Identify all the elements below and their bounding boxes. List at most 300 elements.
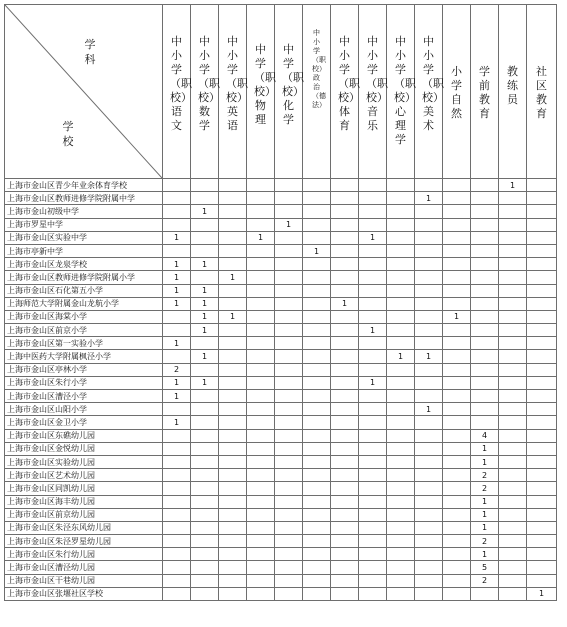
count-cell xyxy=(527,574,557,587)
count-cell xyxy=(219,244,247,257)
count-cell xyxy=(387,218,415,231)
count-cell xyxy=(527,521,557,534)
count-cell xyxy=(359,297,387,310)
table-row xyxy=(5,442,557,455)
count-cell xyxy=(359,337,387,350)
count-cell xyxy=(275,258,303,271)
count-cell xyxy=(247,574,275,587)
count-cell xyxy=(527,376,557,389)
count-cell: 1 xyxy=(163,297,191,310)
count-cell xyxy=(527,179,557,192)
count-cell: 1 xyxy=(163,284,191,297)
count-cell xyxy=(527,297,557,310)
count-cell xyxy=(499,284,527,297)
count-cell xyxy=(359,284,387,297)
table-row xyxy=(5,587,557,600)
count-cell xyxy=(359,416,387,429)
count-cell xyxy=(471,310,499,323)
count-cell xyxy=(275,324,303,337)
count-cell: 2 xyxy=(471,469,499,482)
count-cell xyxy=(527,442,557,455)
count-cell xyxy=(471,403,499,416)
count-cell xyxy=(415,495,443,508)
count-cell xyxy=(247,390,275,403)
count-cell xyxy=(247,310,275,323)
table-row xyxy=(5,416,557,429)
count-cell xyxy=(443,403,471,416)
count-cell xyxy=(387,455,415,468)
count-cell xyxy=(387,548,415,561)
count-cell xyxy=(443,482,471,495)
count-cell xyxy=(247,495,275,508)
count-cell xyxy=(331,192,359,205)
column-header-1 xyxy=(191,5,219,179)
count-cell xyxy=(471,231,499,244)
table-row xyxy=(5,310,557,323)
count-cell xyxy=(303,310,331,323)
count-cell xyxy=(303,179,331,192)
count-cell xyxy=(163,495,191,508)
count-cell xyxy=(415,179,443,192)
table-row xyxy=(5,231,557,244)
count-cell xyxy=(471,324,499,337)
count-cell xyxy=(275,442,303,455)
count-cell xyxy=(443,244,471,257)
count-cell xyxy=(275,284,303,297)
count-cell xyxy=(163,179,191,192)
table-row xyxy=(5,521,557,534)
count-cell: 1 xyxy=(303,244,331,257)
count-cell xyxy=(191,455,219,468)
count-cell xyxy=(247,324,275,337)
staff-allocation-table xyxy=(4,4,557,601)
count-cell xyxy=(219,258,247,271)
count-cell: 1 xyxy=(163,390,191,403)
count-cell xyxy=(247,442,275,455)
count-cell xyxy=(527,548,557,561)
count-cell xyxy=(247,561,275,574)
count-cell xyxy=(527,337,557,350)
count-cell xyxy=(527,403,557,416)
count-cell xyxy=(163,455,191,468)
count-cell xyxy=(387,469,415,482)
count-cell xyxy=(247,297,275,310)
count-cell xyxy=(387,205,415,218)
count-cell xyxy=(499,376,527,389)
count-cell xyxy=(163,587,191,600)
count-cell xyxy=(163,192,191,205)
count-cell xyxy=(163,469,191,482)
count-cell xyxy=(387,482,415,495)
count-cell xyxy=(331,205,359,218)
count-cell xyxy=(359,403,387,416)
count-cell xyxy=(247,521,275,534)
count-cell xyxy=(359,390,387,403)
table-row xyxy=(5,535,557,548)
count-cell xyxy=(191,508,219,521)
count-cell xyxy=(359,508,387,521)
count-cell xyxy=(275,179,303,192)
school-name-cell: 上海市金山区朱泾东风幼儿园 xyxy=(5,521,163,534)
count-cell xyxy=(275,192,303,205)
count-cell xyxy=(387,179,415,192)
count-cell xyxy=(219,535,247,548)
count-cell xyxy=(415,205,443,218)
count-cell xyxy=(471,179,499,192)
count-cell xyxy=(163,535,191,548)
count-cell xyxy=(331,429,359,442)
count-cell xyxy=(499,337,527,350)
count-cell xyxy=(331,284,359,297)
table-row xyxy=(5,469,557,482)
count-cell xyxy=(415,442,443,455)
count-cell xyxy=(163,548,191,561)
count-cell xyxy=(331,455,359,468)
count-cell xyxy=(331,508,359,521)
school-name-cell: 上海市金山区金卫小学 xyxy=(5,416,163,429)
count-cell xyxy=(443,521,471,534)
count-cell xyxy=(359,587,387,600)
count-cell xyxy=(443,363,471,376)
count-cell xyxy=(275,508,303,521)
count-cell xyxy=(191,442,219,455)
count-cell xyxy=(527,429,557,442)
count-cell xyxy=(359,482,387,495)
count-cell xyxy=(471,376,499,389)
count-cell xyxy=(247,535,275,548)
count-cell xyxy=(331,535,359,548)
count-cell xyxy=(303,508,331,521)
count-cell xyxy=(303,192,331,205)
count-cell xyxy=(359,429,387,442)
count-cell xyxy=(191,244,219,257)
count-cell: 1 xyxy=(163,271,191,284)
count-cell xyxy=(387,561,415,574)
count-cell: 1 xyxy=(499,179,527,192)
count-cell xyxy=(219,508,247,521)
count-cell xyxy=(443,205,471,218)
count-cell xyxy=(331,363,359,376)
column-header-label: 中学（职校）化学 xyxy=(282,43,304,126)
count-cell xyxy=(387,495,415,508)
count-cell: 1 xyxy=(219,310,247,323)
count-cell xyxy=(359,535,387,548)
school-name-cell: 上海市金山区龙泉学校 xyxy=(5,258,163,271)
count-cell xyxy=(191,482,219,495)
column-header-label: 教练员 xyxy=(507,65,518,106)
count-cell: 1 xyxy=(471,548,499,561)
count-cell xyxy=(275,337,303,350)
column-header-label: 中小学（职校）心理学 xyxy=(394,35,416,146)
count-cell xyxy=(415,244,443,257)
count-cell xyxy=(331,271,359,284)
count-cell xyxy=(219,231,247,244)
school-name-cell: 上海市金山区教师进修学院附属小学 xyxy=(5,271,163,284)
school-name-cell: 上海市亭新中学 xyxy=(5,244,163,257)
count-cell xyxy=(247,403,275,416)
count-cell xyxy=(471,244,499,257)
table-row xyxy=(5,390,557,403)
count-cell xyxy=(527,350,557,363)
count-cell xyxy=(499,310,527,323)
count-cell: 1 xyxy=(415,403,443,416)
count-cell xyxy=(415,535,443,548)
count-cell xyxy=(191,548,219,561)
count-cell xyxy=(527,258,557,271)
table-row xyxy=(5,482,557,495)
count-cell xyxy=(303,218,331,231)
count-cell xyxy=(247,179,275,192)
school-name-cell: 上海市金山区干巷幼儿园 xyxy=(5,574,163,587)
count-cell: 1 xyxy=(163,337,191,350)
count-cell xyxy=(471,271,499,284)
count-cell xyxy=(499,192,527,205)
count-cell: 1 xyxy=(191,284,219,297)
count-cell xyxy=(499,548,527,561)
count-cell: 1 xyxy=(163,376,191,389)
header-row xyxy=(5,5,557,179)
count-cell xyxy=(443,469,471,482)
count-cell xyxy=(247,429,275,442)
count-cell xyxy=(527,324,557,337)
count-cell xyxy=(275,376,303,389)
count-cell xyxy=(275,495,303,508)
count-cell xyxy=(275,469,303,482)
count-cell xyxy=(499,363,527,376)
school-name-cell: 上海市金山区山阳小学 xyxy=(5,403,163,416)
count-cell xyxy=(359,574,387,587)
count-cell xyxy=(443,231,471,244)
school-name-cell: 上海市金山区东礁幼儿园 xyxy=(5,429,163,442)
count-cell xyxy=(499,390,527,403)
count-cell: 1 xyxy=(163,416,191,429)
count-cell xyxy=(303,561,331,574)
count-cell xyxy=(275,403,303,416)
column-header-13 xyxy=(527,5,557,179)
count-cell xyxy=(247,587,275,600)
count-cell xyxy=(191,429,219,442)
column-header-label: 中小学（职校）数学 xyxy=(198,35,220,132)
count-cell xyxy=(275,561,303,574)
count-cell xyxy=(527,535,557,548)
count-cell xyxy=(359,495,387,508)
count-cell xyxy=(415,218,443,231)
count-cell xyxy=(499,469,527,482)
count-cell xyxy=(443,324,471,337)
count-cell: 1 xyxy=(191,205,219,218)
count-cell xyxy=(303,403,331,416)
count-cell xyxy=(387,535,415,548)
count-cell xyxy=(247,455,275,468)
count-cell xyxy=(499,403,527,416)
count-cell xyxy=(527,363,557,376)
school-axis-label: 学校 xyxy=(62,120,74,148)
count-cell xyxy=(275,548,303,561)
school-name-cell: 上海市金山区石化第五小学 xyxy=(5,284,163,297)
count-cell xyxy=(331,310,359,323)
count-cell xyxy=(247,205,275,218)
count-cell xyxy=(331,561,359,574)
count-cell xyxy=(191,416,219,429)
count-cell xyxy=(219,429,247,442)
count-cell xyxy=(527,205,557,218)
column-header-9 xyxy=(415,5,443,179)
count-cell xyxy=(499,587,527,600)
column-header-8 xyxy=(387,5,415,179)
school-name-cell: 上海市金山区朱行幼儿园 xyxy=(5,548,163,561)
count-cell xyxy=(415,310,443,323)
count-cell xyxy=(219,337,247,350)
count-cell xyxy=(443,350,471,363)
count-cell: 1 xyxy=(191,258,219,271)
count-cell: 1 xyxy=(359,376,387,389)
count-cell xyxy=(163,561,191,574)
count-cell xyxy=(443,416,471,429)
count-cell xyxy=(191,192,219,205)
count-cell xyxy=(359,258,387,271)
count-cell xyxy=(471,297,499,310)
count-cell xyxy=(219,469,247,482)
count-cell xyxy=(499,297,527,310)
count-cell xyxy=(163,521,191,534)
count-cell xyxy=(359,244,387,257)
count-cell xyxy=(387,284,415,297)
table-row xyxy=(5,244,557,257)
corner-cell xyxy=(5,5,163,179)
count-cell xyxy=(499,429,527,442)
count-cell xyxy=(303,297,331,310)
count-cell xyxy=(443,179,471,192)
count-cell xyxy=(163,218,191,231)
count-cell xyxy=(471,218,499,231)
count-cell: 5 xyxy=(471,561,499,574)
count-cell xyxy=(247,350,275,363)
school-name-cell: 上海市金山初级中学 xyxy=(5,205,163,218)
column-header-label: 中小学（职校）语文 xyxy=(170,35,192,132)
table-row xyxy=(5,284,557,297)
count-cell xyxy=(191,271,219,284)
count-cell xyxy=(359,205,387,218)
count-cell xyxy=(443,297,471,310)
school-name-cell: 上海市金山区张堰社区学校 xyxy=(5,587,163,600)
count-cell: 1 xyxy=(387,350,415,363)
column-header-10 xyxy=(443,5,471,179)
count-cell xyxy=(331,482,359,495)
count-cell xyxy=(331,350,359,363)
count-cell xyxy=(499,508,527,521)
count-cell xyxy=(275,521,303,534)
count-cell: 1 xyxy=(443,310,471,323)
count-cell: 2 xyxy=(471,535,499,548)
count-cell xyxy=(331,218,359,231)
column-header-label: 中小学（职校）政治（德法） xyxy=(312,29,326,109)
count-cell: 1 xyxy=(219,271,247,284)
count-cell xyxy=(415,390,443,403)
count-cell xyxy=(527,218,557,231)
count-cell xyxy=(415,561,443,574)
count-cell xyxy=(415,376,443,389)
count-cell xyxy=(163,403,191,416)
count-cell xyxy=(275,231,303,244)
count-cell xyxy=(387,310,415,323)
count-cell xyxy=(303,442,331,455)
count-cell xyxy=(443,535,471,548)
count-cell xyxy=(303,390,331,403)
count-cell: 1 xyxy=(247,231,275,244)
count-cell xyxy=(443,455,471,468)
count-cell xyxy=(331,495,359,508)
column-header-label: 小学自然 xyxy=(451,65,462,120)
count-cell xyxy=(387,337,415,350)
count-cell xyxy=(443,508,471,521)
count-cell xyxy=(303,574,331,587)
count-cell xyxy=(163,442,191,455)
count-cell xyxy=(191,231,219,244)
column-header-11 xyxy=(471,5,499,179)
school-name-cell: 上海市罗星中学 xyxy=(5,218,163,231)
count-cell xyxy=(443,376,471,389)
count-cell xyxy=(191,218,219,231)
count-cell xyxy=(331,587,359,600)
count-cell xyxy=(247,284,275,297)
count-cell xyxy=(499,442,527,455)
count-cell xyxy=(247,258,275,271)
count-cell xyxy=(443,337,471,350)
count-cell xyxy=(191,574,219,587)
count-cell xyxy=(163,482,191,495)
column-header-5 xyxy=(303,5,331,179)
count-cell: 4 xyxy=(471,429,499,442)
count-cell xyxy=(527,310,557,323)
count-cell xyxy=(443,548,471,561)
school-name-cell: 上海市金山区第一实验小学 xyxy=(5,337,163,350)
count-cell xyxy=(471,205,499,218)
count-cell xyxy=(331,179,359,192)
count-cell xyxy=(359,455,387,468)
count-cell xyxy=(415,284,443,297)
column-header-label: 中小学（职校）音乐 xyxy=(366,35,388,132)
table-row xyxy=(5,192,557,205)
count-cell xyxy=(415,455,443,468)
count-cell xyxy=(247,337,275,350)
count-cell xyxy=(415,271,443,284)
count-cell xyxy=(163,310,191,323)
count-cell xyxy=(527,271,557,284)
count-cell xyxy=(359,271,387,284)
count-cell xyxy=(303,455,331,468)
column-header-6 xyxy=(331,5,359,179)
count-cell xyxy=(247,244,275,257)
column-header-3 xyxy=(247,5,275,179)
count-cell xyxy=(471,350,499,363)
count-cell xyxy=(443,284,471,297)
count-cell xyxy=(331,231,359,244)
count-cell xyxy=(303,350,331,363)
column-header-12 xyxy=(499,5,527,179)
count-cell xyxy=(303,416,331,429)
count-cell xyxy=(387,297,415,310)
count-cell xyxy=(359,561,387,574)
count-cell xyxy=(415,258,443,271)
count-cell xyxy=(527,284,557,297)
count-cell xyxy=(331,521,359,534)
count-cell: 1 xyxy=(471,508,499,521)
count-cell xyxy=(303,535,331,548)
count-cell xyxy=(331,403,359,416)
table-row xyxy=(5,350,557,363)
count-cell xyxy=(387,416,415,429)
count-cell xyxy=(303,587,331,600)
